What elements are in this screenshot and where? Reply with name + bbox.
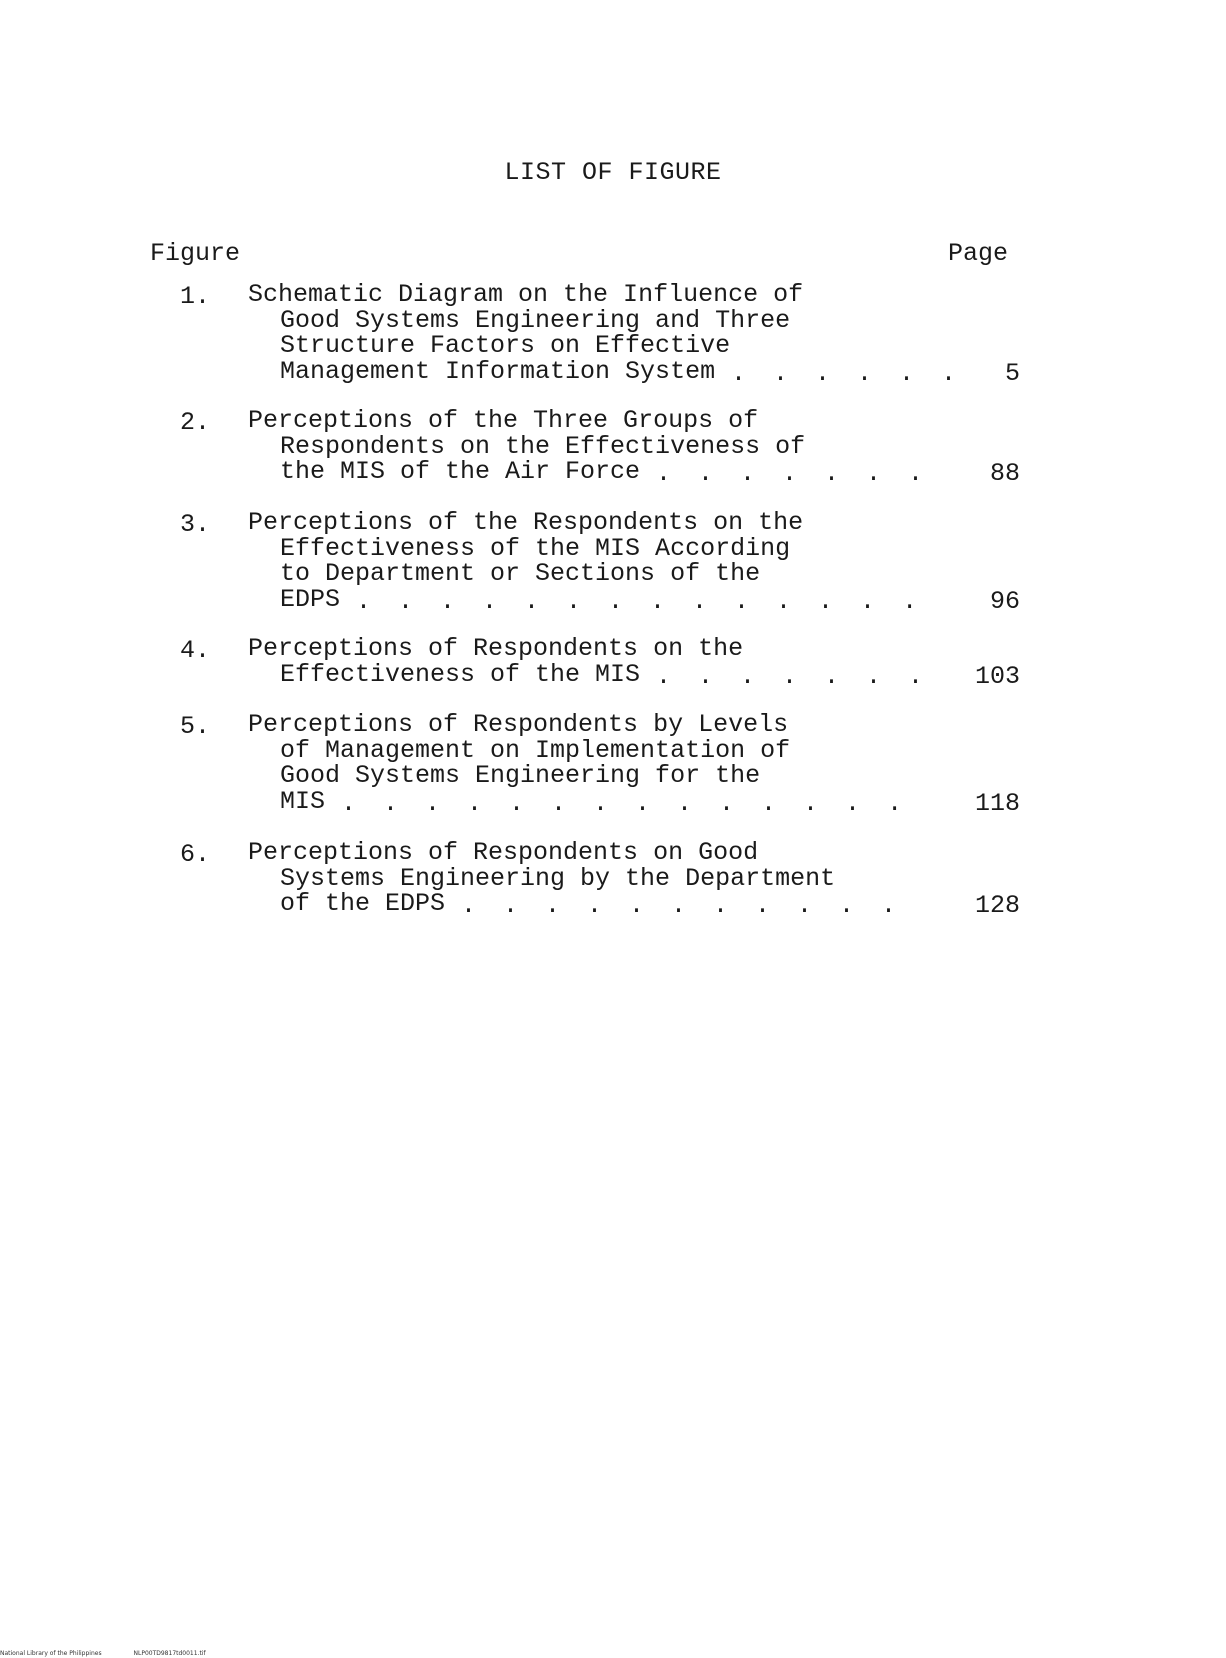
figure-caption-line: to Department or Sections of the: [280, 559, 761, 588]
figure-caption-line: Perceptions of the Three Groups of: [248, 406, 759, 435]
figure-number: 6.: [180, 840, 211, 869]
figure-number: 2.: [180, 408, 211, 437]
figure-page-number: 88: [989, 459, 1020, 488]
figure-caption-line: Perceptions of Respondents on Good: [248, 838, 759, 867]
figure-caption-line: Schematic Diagram on the Influence of: [248, 280, 804, 309]
figure-page-number: 128: [974, 891, 1020, 920]
figure-page-number: 96: [989, 586, 1020, 616]
dot-leader: . . . . . . .: [656, 661, 951, 691]
figure-entry: [180, 840, 1020, 921]
figure-caption-line: Perceptions of Respondents on the: [248, 634, 744, 663]
footer-filename: NLP00TD9817td0011.tif: [133, 1650, 206, 1657]
page-column-header: Page: [948, 239, 1009, 268]
figure-column-header: Figure: [150, 239, 241, 268]
dot-leader: . . . . . . .: [656, 459, 951, 488]
dot-leader: . . . . . . . . . . . . . .: [356, 586, 945, 616]
dot-leader: . . . . . . . . . . .: [461, 891, 924, 920]
figure-page-number: 103: [974, 661, 1020, 691]
figure-caption-line: Structure Factors on Effective: [280, 331, 731, 360]
dot-leader: . . . . . . . . . . . . . .: [341, 788, 930, 818]
figure-entry: [180, 510, 1020, 616]
figure-caption-line: Good Systems Engineering and Three: [280, 305, 791, 335]
figure-caption-line: Management Information System: [280, 356, 716, 386]
figure-caption-line: of the EDPS: [280, 889, 446, 918]
figure-caption-line: Systems Engineering by the Department: [280, 863, 836, 893]
footer-library: National Library of the Philippines: [0, 1650, 102, 1657]
figure-caption-line: EDPS: [280, 584, 341, 614]
figure-caption-line: Effectiveness of the MIS: [280, 659, 641, 689]
page-title: LIST OF FIGURE: [504, 158, 722, 187]
figure-entry: [180, 636, 1020, 691]
figure-entry: [180, 282, 1020, 388]
figure-number: 3.: [180, 510, 211, 539]
figure-caption-line: Good Systems Engineering for the: [280, 761, 761, 790]
figure-caption-line: MIS: [280, 786, 326, 816]
dot-leader: . . . . . .: [731, 358, 984, 388]
scan-footer: [0, 1650, 236, 1657]
figure-number: 4.: [180, 636, 211, 665]
figure-caption-line: Perceptions of the Respondents on the: [248, 508, 804, 537]
figure-caption-line: Respondents on the Effectiveness of: [280, 431, 806, 461]
figure-caption-line: of Management on Implementation of: [280, 735, 791, 765]
figure-caption-line: Perceptions of Respondents by Levels: [248, 710, 789, 739]
figure-entry: [180, 408, 1020, 489]
figure-page-number: 5: [1004, 358, 1020, 388]
figure-number: 5.: [180, 712, 211, 741]
figure-caption-line: Effectiveness of the MIS According: [280, 533, 791, 563]
figure-caption-line: the MIS of the Air Force: [280, 457, 641, 486]
figure-number: 1.: [180, 282, 211, 311]
figure-entry: [180, 712, 1020, 818]
figure-page-number: 118: [974, 788, 1020, 818]
